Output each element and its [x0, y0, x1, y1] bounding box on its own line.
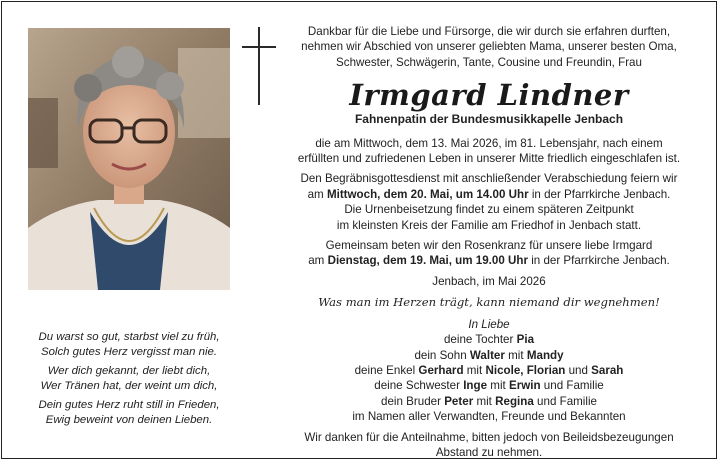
- funeral-date-line: am Mittwoch, dem 20. Mai, um 14.00 Uhr in der Pfarrkirche Jenbach.: [307, 187, 671, 201]
- poem-line: Wer Tränen hat, der weint um dich,: [40, 380, 218, 392]
- memorial-quote: Was man im Herzen trägt, kann niemand dir wegnehmen!: [318, 295, 660, 310]
- deceased-name: Irmgard Lindner: [349, 78, 629, 113]
- family-line-others: im Namen aller Verwandten, Freunde und Bekannten: [352, 410, 626, 424]
- funeral-line: Den Begräbnisgottesdienst mit anschließender Verabschiedung feiern wir: [300, 172, 678, 186]
- urn-line: im kleinsten Kreis der Familie am Friedhof in Jenbach statt.: [336, 218, 642, 232]
- notice-text: [278, 24, 700, 460]
- family-line-grandchildren: deine Enkel Gerhard mit Nicole, Florian und Sarah: [354, 363, 624, 377]
- poem-stanza: [28, 330, 230, 360]
- death-line: erfüllten und zufriedenen Leben in unserer Mitte friedlich eingeschlafen ist.: [297, 152, 681, 166]
- intro-line: Dankbar für die Liebe und Fürsorge, die wir durch sie erfahren durften,: [307, 25, 671, 38]
- portrait-photo: [28, 28, 230, 290]
- poem-stanza: [28, 398, 230, 428]
- poem-line: Solch gutes Herz vergisst man nie.: [41, 346, 217, 358]
- portrait-illustration: [28, 28, 230, 290]
- intro-line: Schwester, Schwägerin, Tante, Cousine und Freundin, Frau: [336, 55, 642, 69]
- death-line: die am Mittwoch, dem 13. Mai 2026, im 81. Lebensjahr, nach einem: [315, 136, 663, 150]
- poem-line: Dein gutes Herz ruht still in Frieden,: [38, 399, 220, 411]
- poem-line: Du warst so gut, starbst viel zu früh,: [38, 331, 220, 343]
- family-line-daughter: deine Tochter Pia: [443, 333, 535, 347]
- family-line-sister: deine Schwester Inge mit Erwin und Familie: [374, 379, 604, 393]
- place-date: Jenbach, im Mai 2026: [432, 274, 546, 288]
- rosary-line: Gemeinsam beten wir den Rosenkranz für unsere liebe Irmgard: [325, 239, 653, 253]
- poem-stanza: [28, 364, 230, 394]
- funeral-date: Mittwoch, dem 20. Mai, um 14.00 Uhr: [326, 187, 529, 201]
- intro-line: nehmen wir Abschied von unserer geliebten Mama, unserer besten Oma,: [301, 40, 677, 54]
- obituary-notice: [1, 1, 717, 459]
- urn-line: Die Urnenbeisetzung findet zu einem späteren Zeitpunkt: [344, 203, 634, 217]
- cross-icon: [242, 27, 276, 105]
- poem-line: Wer dich gekannt, der liebt dich,: [47, 365, 211, 377]
- family-line-son: dein Sohn Walter mit Mandy: [414, 348, 564, 362]
- rosary-date: Dienstag, dem 19. Mai, um 19.00 Uhr: [327, 254, 528, 268]
- deceased-role: Fahnenpatin der Bundesmusikkapelle Jenbach: [354, 112, 624, 127]
- family-line-brother: dein Bruder Peter mit Regina und Familie: [381, 394, 597, 408]
- family-heading: In Liebe: [468, 317, 510, 331]
- poem-line: Ewig beweint von deinen Lieben.: [45, 414, 213, 426]
- thanks-line: Wir danken für die Anteilnahme, bitten jedoch von Beileidsbezeugungen: [304, 430, 674, 444]
- thanks-line: Abstand zu nehmen.: [435, 445, 543, 459]
- rosary-date-line: am Dienstag, dem 19. Mai, um 19.00 Uhr in der Pfarrkirche Jenbach.: [308, 254, 670, 268]
- poem: [28, 330, 230, 432]
